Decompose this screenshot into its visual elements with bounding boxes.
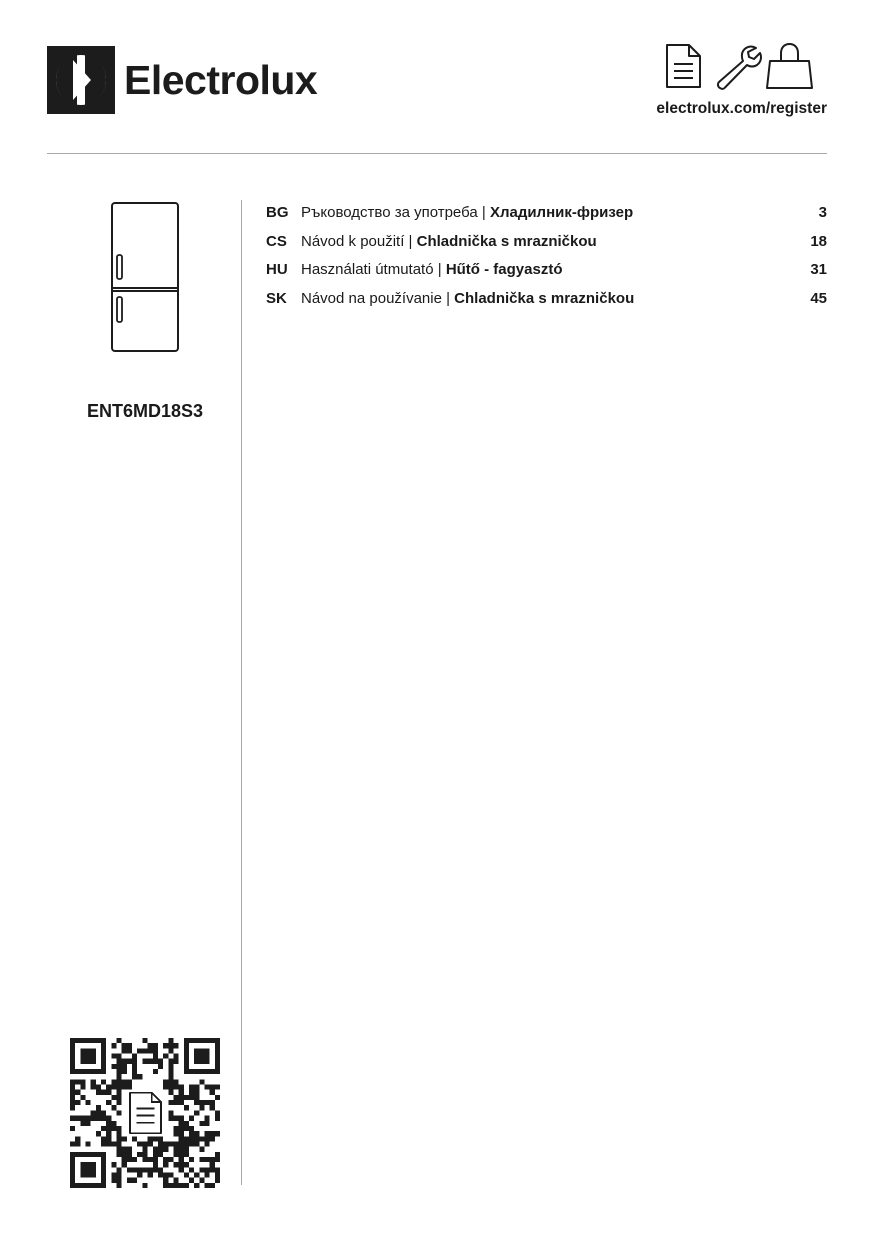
toc-doc-type: Ръководство за употреба — [301, 204, 478, 221]
horizontal-divider — [47, 153, 827, 154]
vertical-divider — [241, 200, 242, 1185]
support-icons — [662, 42, 814, 90]
electrolux-logo-icon — [47, 46, 115, 114]
toc-page-number: 3 — [818, 204, 827, 221]
toc-description — [301, 289, 634, 309]
toc-page-number: 18 — [810, 232, 827, 250]
toc-page-number: 31 — [810, 261, 827, 279]
toc-product-title: Chladnička s mrazničkou — [416, 232, 597, 250]
toc-row-cs[interactable] — [266, 232, 827, 261]
table-of-contents — [266, 203, 827, 317]
qr-code[interactable] — [70, 1038, 220, 1188]
toc-description — [301, 232, 597, 252]
toc-row-sk[interactable] — [266, 289, 827, 318]
toc-row-hu[interactable] — [266, 260, 827, 289]
toc-doc-type: Návod na používanie — [301, 289, 442, 307]
toc-lang-code: CS — [266, 232, 287, 250]
toc-product-title: Hűtő - fagyasztó — [445, 261, 563, 279]
toc-description — [301, 203, 633, 223]
toc-lang-code: HU — [266, 261, 288, 279]
toc-description — [301, 260, 562, 280]
document-icon — [667, 45, 700, 87]
toc-lang-code: SK — [266, 289, 287, 307]
toc-separator: | — [441, 289, 455, 307]
toc-lang-code: BG — [266, 204, 289, 221]
toc-row-bg[interactable] — [266, 203, 827, 232]
shopping-bag-icon — [767, 44, 812, 88]
brand-name: Electrolux — [124, 57, 318, 103]
wrench-icon — [718, 47, 761, 89]
toc-doc-type: Návod k použití — [301, 232, 405, 250]
toc-separator: | — [477, 204, 490, 221]
toc-separator: | — [433, 261, 446, 279]
toc-page-number: 45 — [810, 289, 827, 307]
toc-separator: | — [404, 232, 417, 250]
register-link[interactable]: electrolux.com/register — [656, 100, 827, 117]
model-number: ENT6MD18S3 — [86, 401, 204, 421]
fridge-freezer-icon — [110, 201, 180, 353]
toc-product-title: Chladnička s mrazničkou — [454, 289, 635, 307]
toc-doc-type: Használati útmutató — [301, 261, 434, 279]
toc-product-title: Хладилник-фризер — [489, 204, 634, 221]
